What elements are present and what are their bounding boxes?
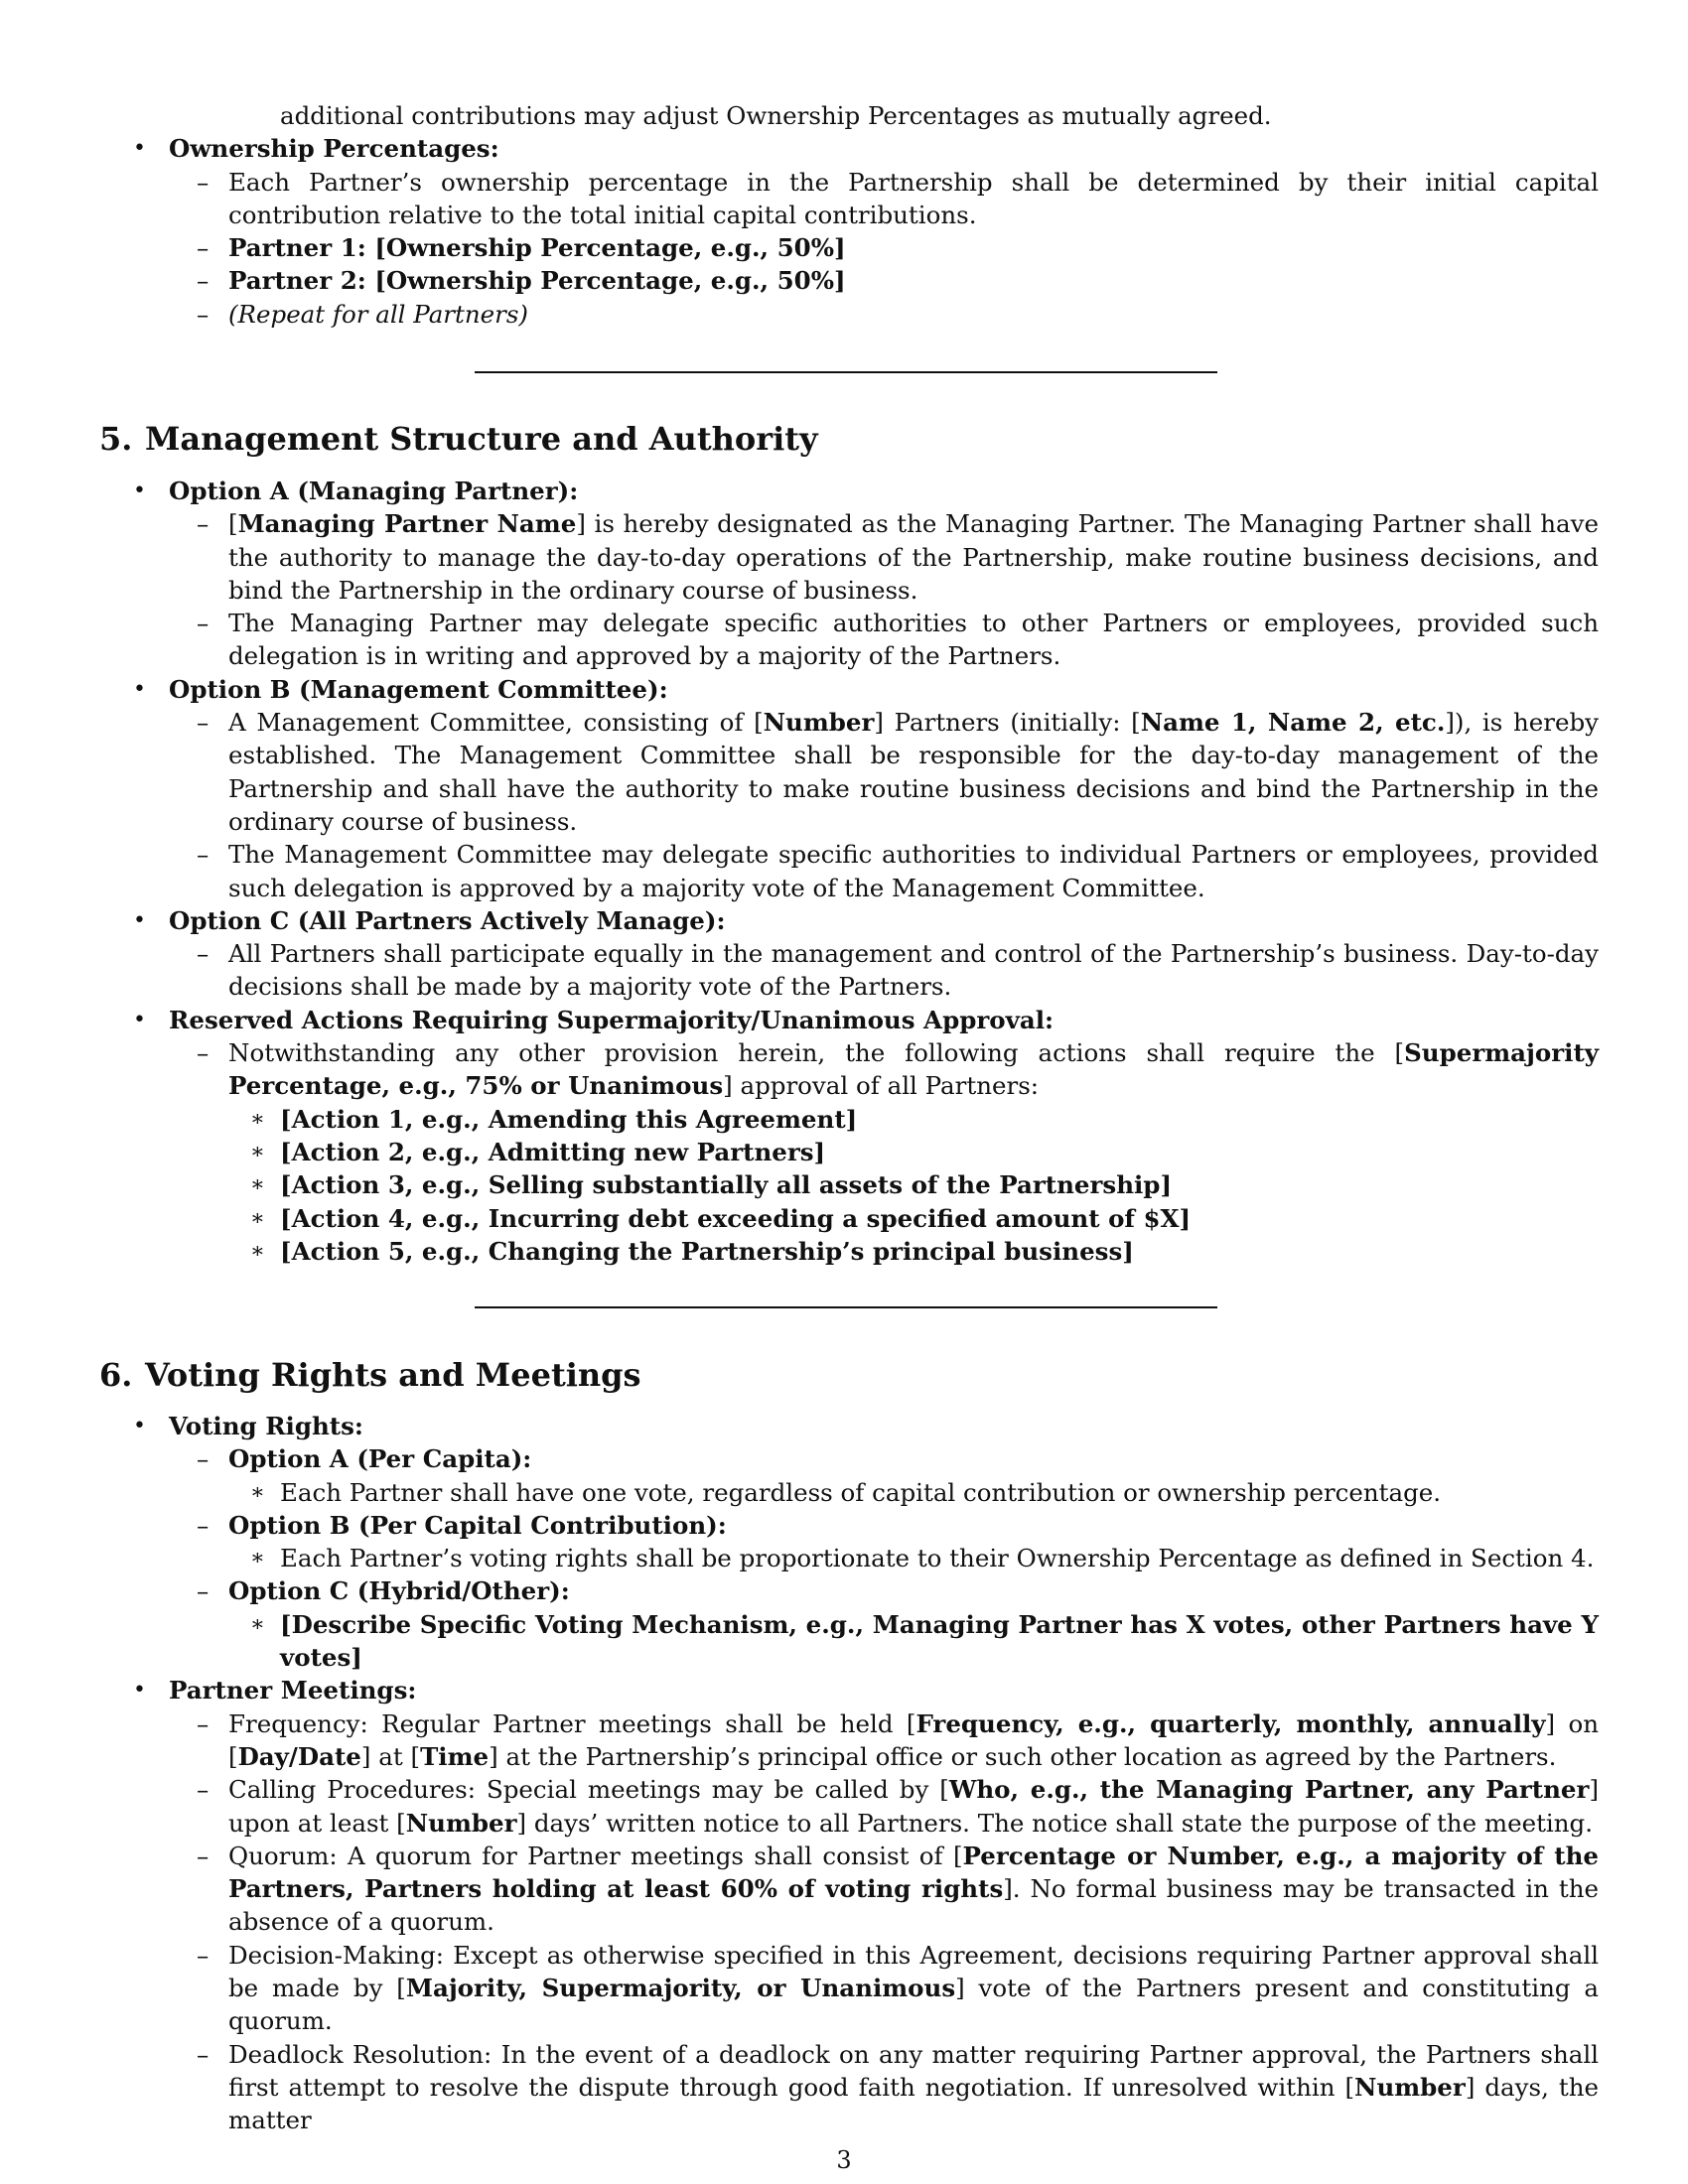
deadlock-days-placeholder: Number [1354, 2072, 1466, 2102]
ownership-heading: Ownership Percentages: [169, 134, 499, 164]
bullet-icon: • [133, 136, 146, 162]
list-item-voting-option-c [99, 1574, 1599, 1607]
dash-icon: – [197, 840, 210, 870]
reserved-action-item: ∗ [Action 1, e.g., Amending this Agreement] [99, 1103, 1599, 1136]
calling-text-a: Calling Procedures: Special meetings may be called by [ [228, 1775, 949, 1805]
deadlock-text-c: ] days, the matter [228, 2072, 1599, 2135]
option-a-p1-open: [ [228, 509, 238, 539]
reserved-action-4: Action 4, e.g., Incurring debt exceeding a specified amount of $X [291, 1203, 1180, 1233]
who-placeholder: Who, e.g., the Managing Partner, any Partner [948, 1775, 1590, 1805]
list-item-option-a [99, 475, 1599, 507]
dash-icon: – [197, 1576, 210, 1606]
bullet-icon: • [133, 1414, 146, 1438]
dash-icon: – [197, 1841, 210, 1870]
list-item-voting-option-a [99, 1442, 1599, 1475]
list-item-voting-rights [99, 1410, 1599, 1442]
asterisk-icon: ∗ [250, 1172, 265, 1198]
voting-option-b-heading: Option B (Per Capital Contribution): [228, 1510, 727, 1540]
reserved-action-item: ∗ [Action 3, e.g., Selling substantially all assets of the Partnership] [99, 1168, 1599, 1201]
dash-icon: – [197, 1510, 210, 1540]
list-item-partner-1 [99, 231, 1599, 264]
reserved-action-5: Action 5, e.g., Changing the Partnership’s principal business [291, 1236, 1123, 1266]
voting-option-c-heading: Option C (Hybrid/Other): [228, 1576, 570, 1606]
option-b-heading: Option B (Management Committee): [169, 674, 668, 704]
time-placeholder: Time [420, 1741, 490, 1771]
reserved-p1-c: ] approval of all Partners: [723, 1071, 1040, 1101]
option-b-p1-a: A Management Committee, consisting of [ [228, 708, 764, 738]
list-item-option-b [99, 673, 1599, 706]
asterisk-icon: ∗ [250, 1611, 265, 1637]
bullet-icon: • [133, 676, 146, 702]
dash-icon: – [197, 266, 210, 296]
list-item-repeat [99, 298, 1599, 331]
asterisk-icon: ∗ [250, 1106, 265, 1132]
section-6-body [99, 1410, 1599, 2137]
option-c-heading: Option C (All Partners Actively Manage): [169, 905, 726, 935]
list-item-option-a-p2 [99, 607, 1599, 673]
decision-text-a: Decision-Making: Except as otherwise specified in this Agreement, decisions requiring Partner approval shall be made by [ [228, 1940, 1599, 2003]
asterisk-icon: ∗ [250, 1205, 265, 1231]
asterisk-icon: ∗ [250, 1238, 265, 1264]
reserved-action-1: Action 1, e.g., Amending this Agreement [291, 1104, 846, 1134]
option-b-p2: The Management Committee may delegate specific authorities to individual Partners or employees, provided such delegation is approved by a majority vote of the Management Committee. [228, 840, 1599, 902]
list-item-ownership-desc [99, 166, 1599, 232]
reserved-action-item: ∗ [Action 2, e.g., Admitting new Partners] [99, 1136, 1599, 1168]
list-item-partner-meetings [99, 1674, 1599, 1706]
frequency-placeholder: Frequency, e.g., quarterly, monthly, annually [915, 1708, 1546, 1738]
bullet-icon: • [133, 478, 146, 503]
bullet-icon: • [133, 907, 146, 933]
voting-option-c-detail [99, 1608, 1599, 1675]
option-a-p1-rest: ] is hereby designated as the Managing Partner. The Managing Partner shall have the authority to manage the day-to-day operations of the Partnership, make routine business decisions, and bind the Partnership in the ordinary course of business. [228, 509, 1599, 605]
voting-option-b-text: Each Partner’s voting rights shall be proportionate to their Ownership Percentage as defined in Section 4. [280, 1544, 1595, 1573]
section-5-number: 5. [99, 420, 133, 458]
section-divider [475, 1306, 1217, 1308]
list-item-reserved-actions [99, 1004, 1599, 1036]
list-item-option-b-p1 [99, 706, 1599, 838]
voting-option-b-detail [99, 1542, 1599, 1574]
dash-icon: – [197, 939, 210, 969]
quorum-text-a: Quorum: A quorum for Partner meetings shall consist of [ [228, 1841, 963, 1870]
list-item-partner-2 [99, 264, 1599, 297]
voting-option-c-text: [Describe Specific Voting Mechanism, e.g., Managing Partner has X votes, other Partners have Y votes] [280, 1609, 1599, 1673]
reserved-heading: Reserved Actions Requiring Supermajority/Unanimous Approval: [169, 1005, 1055, 1034]
calling-text-d: ] days’ written notice to all Partners. The notice shall state the purpose of the meeting. [516, 1808, 1594, 1838]
dash-icon: – [197, 233, 210, 263]
voting-heading: Voting Rights: [169, 1412, 363, 1440]
vote-type-placeholder: Majority, Supermajority, or Unanimous [405, 1974, 956, 2003]
list-item-voting-option-b [99, 1509, 1599, 1542]
bullet-icon: • [133, 1007, 146, 1032]
reserved-p1-a: Notwithstanding any other provision herein, the following actions shall require the [ [228, 1038, 1405, 1068]
dash-icon: – [197, 1708, 210, 1738]
partner-1-text: Partner 1: [Ownership Percentage, e.g., 50%] [228, 233, 846, 263]
list-item-option-a-p1 [99, 507, 1599, 607]
dash-icon: – [197, 1038, 210, 1068]
frequency-text-e: ] at the Partnership’s principal office or such other location as agreed by the Partners. [489, 1741, 1557, 1771]
voting-option-a-detail [99, 1476, 1599, 1509]
section-4-continuation [99, 99, 1599, 331]
list-item-calling-procedures [99, 1773, 1599, 1840]
calling-text-c: ] upon at least [ [228, 1775, 1599, 1838]
frequency-text-a: Frequency: Regular Partner meetings shall be held [ [228, 1708, 916, 1738]
list-item-frequency [99, 1707, 1599, 1774]
ownership-desc-text: Each Partner’s ownership percentage in the Partnership shall be determined by their initial capital contribution relative to the total initial capital contributions. [228, 167, 1599, 229]
number-placeholder: Number [763, 708, 875, 738]
partner-2-text: Partner 2: [Ownership Percentage, e.g., 50%] [228, 266, 846, 296]
dash-icon: – [197, 708, 210, 738]
repeat-text: (Repeat for all Partners) [228, 299, 528, 329]
managing-partner-name-placeholder: Managing Partner Name [237, 509, 577, 539]
reserved-action-item: ∗ [Action 5, e.g., Changing the Partnership’s principal business] [99, 1235, 1599, 1268]
dash-icon: – [197, 167, 210, 197]
list-item-option-b-p2 [99, 838, 1599, 904]
dash-icon: – [197, 609, 210, 638]
dash-icon: – [197, 1940, 210, 1970]
list-item-deadlock [99, 2038, 1599, 2137]
quorum-text-c: ]. No formal business may be transacted in the absence of a quorum. [228, 1874, 1599, 1937]
dash-icon: – [197, 1444, 210, 1474]
option-b-p1-d: ]), is hereby established. The Management Committee shall be responsible for the day-to-day management of the Partnership and shall have the authority to make routine business decisions and bind the Partnership in the ordinary course of business. [228, 708, 1600, 836]
list-item-decision-making [99, 1939, 1599, 2038]
bullet-icon: • [133, 1678, 146, 1704]
section-6-number: 6. [99, 1356, 133, 1394]
quorum-placeholder: Percentage or Number, e.g., a majority of the Partners, Partners holding at least 60% of voting rights [228, 1841, 1599, 1904]
section-5-title: Management Structure and Authority [145, 420, 818, 458]
list-item-ownership [99, 132, 1599, 165]
voting-option-a-text: Each Partner shall have one vote, regardless of capital contribution or ownership percentage. [280, 1477, 1442, 1507]
dash-icon: – [197, 299, 210, 329]
list-item-option-c-p1 [99, 937, 1599, 1004]
notice-days-placeholder: Number [405, 1808, 517, 1838]
option-a-p2: The Managing Partner may delegate specific authorities to other Partners or employees, provided such delegation is in writing and approved by a majority of the Partners. [228, 609, 1599, 671]
list-item-option-c [99, 904, 1599, 937]
frequency-text-d: ] at [ [360, 1741, 421, 1771]
decision-text-c: ] vote of the Partners present and constituting a quorum. [228, 1974, 1600, 2036]
reserved-action-2: Action 2, e.g., Admitting new Partners [291, 1137, 814, 1166]
dash-icon: – [197, 1775, 210, 1805]
voting-option-a-heading: Option A (Per Capita): [228, 1444, 532, 1474]
option-b-p1-c: ] Partners (initially: [ [874, 708, 1141, 738]
reserved-action-3: Action 3, e.g., Selling substantially all assets of the Partnership [291, 1170, 1161, 1200]
asterisk-icon: ∗ [250, 1139, 265, 1164]
reserved-action-item: ∗ [Action 4, e.g., Incurring debt exceeding a specified amount of $X] [99, 1202, 1599, 1235]
dash-icon: – [197, 509, 210, 539]
carryover-text: additional contributions may adjust Ownership Percentages as mutually agreed. [280, 101, 1272, 130]
option-c-p1: All Partners shall participate equally in the management and control of the Partnership’s business. Day-to-day decisions shall be made by a majority vote of the Partners. [228, 939, 1599, 1002]
dash-icon: – [197, 2039, 210, 2069]
names-placeholder: Name 1, Name 2, etc. [1140, 708, 1446, 738]
frequency-text-c: ] on [ [228, 1708, 1599, 1771]
section-6-heading [99, 1355, 1599, 1395]
section-5-body [99, 475, 1599, 1268]
asterisk-icon: ∗ [250, 1479, 265, 1505]
day-date-placeholder: Day/Date [237, 1741, 361, 1771]
deadlock-text-a: Deadlock Resolution: In the event of a deadlock on any matter requiring Partner approval, the Partners shall first attempt to resolve the dispute through good faith negotiation. If unresolved within [ [228, 2039, 1599, 2102]
section-6-title: Voting Rights and Meetings [145, 1356, 641, 1394]
page-number: 3 [836, 2146, 852, 2174]
section-5-heading [99, 419, 1599, 459]
option-a-heading: Option A (Managing Partner): [169, 477, 579, 505]
asterisk-icon: ∗ [250, 1546, 265, 1571]
section-divider [475, 371, 1217, 373]
meetings-heading: Partner Meetings: [169, 1676, 417, 1706]
supermajority-placeholder: Supermajority Percentage, e.g., 75% or Unanimous [228, 1038, 1599, 1101]
list-item-reserved-p1 [99, 1036, 1599, 1103]
list-item-quorum [99, 1840, 1599, 1939]
